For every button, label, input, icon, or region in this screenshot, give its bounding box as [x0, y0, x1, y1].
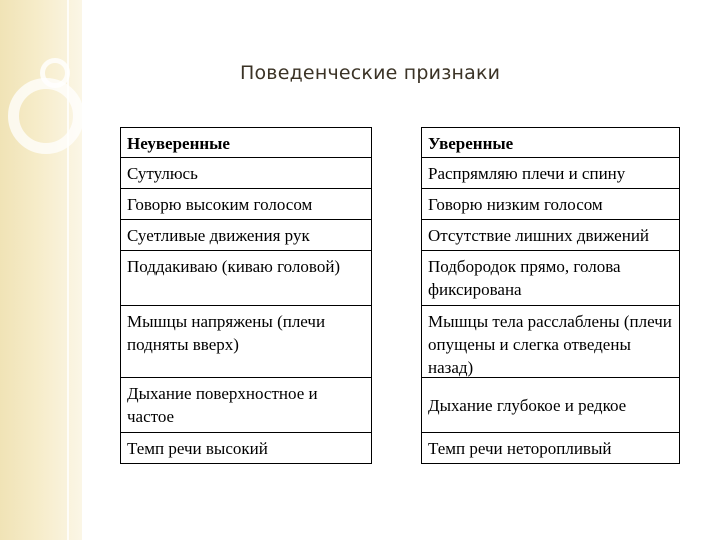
table-row — [120, 251, 680, 306]
table-cell-confident: Отсутствие лишних движений — [421, 220, 680, 251]
table-row — [120, 433, 680, 464]
header-confident: Уверенные — [421, 127, 680, 158]
table-cell-unconfident: Суетливые движения рук — [120, 220, 372, 251]
table-cell-unconfident: Дыхание поверхностное и частое — [120, 378, 372, 433]
table-cell-unconfident: Мышцы напряжены (плечи подняты вверх) — [120, 306, 372, 378]
table-row — [120, 378, 680, 433]
table-cell-confident: Мышцы тела расслаблены (плечи опущены и слегка отведены назад) — [421, 306, 680, 378]
slide-title: Поведенческие признаки — [240, 62, 501, 84]
table-cell-unconfident: Сутулюсь — [120, 158, 372, 189]
table-cell-confident: Подбородок прямо, голова фиксирована — [421, 251, 680, 306]
decorative-small-ring — [40, 58, 70, 88]
table-cell-confident: Распрямляю плечи и спину — [421, 158, 680, 189]
decorative-ring — [8, 78, 84, 154]
table-cell-unconfident: Темп речи высокий — [120, 433, 372, 464]
header-unconfident: Неуверенные — [120, 127, 372, 158]
table-row — [120, 158, 680, 189]
table-row — [120, 306, 680, 378]
table-row — [120, 220, 680, 251]
table-cell-unconfident: Говорю высоким голосом — [120, 189, 372, 220]
table-cell-confident: Темп речи неторопливый — [421, 433, 680, 464]
table-cell-confident: Говорю низким голосом — [421, 189, 680, 220]
comparison-table — [120, 127, 680, 464]
table-header-row — [120, 127, 680, 158]
table-cell-confident: Дыхание глубокое и редкое — [421, 378, 680, 433]
table-row — [120, 189, 680, 220]
table-cell-unconfident: Поддакиваю (киваю головой) — [120, 251, 372, 306]
